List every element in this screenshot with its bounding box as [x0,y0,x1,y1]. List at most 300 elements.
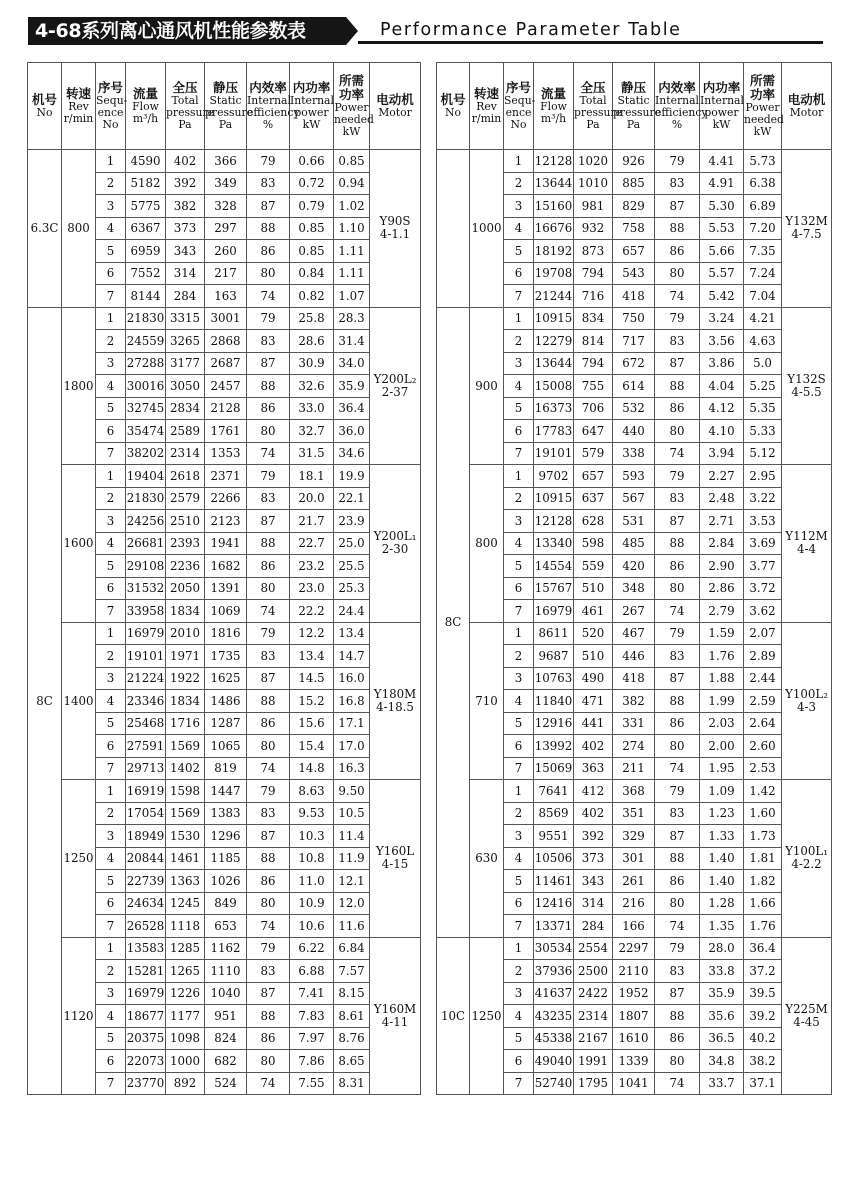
column-header [782,63,832,150]
data-cell: 15281 [126,960,166,983]
data-cell: 7 [96,442,126,465]
data-cell: 1.60 [744,802,782,825]
column-header-cn: 内功率 [702,80,741,95]
motor-line: Y132M [785,214,828,229]
column-header [613,63,662,150]
data-cell: 593 [613,465,655,488]
data-cell: 30.9 [290,352,334,375]
data-cell: 2457 [205,375,247,398]
rev-cell: 1120 [62,937,96,1095]
column-header-en: No [102,118,119,131]
data-cell: 794 [574,352,613,375]
motor-line: 4-1.1 [379,227,411,242]
performance-table-left [27,62,421,1095]
data-cell: 80 [655,892,700,915]
column-header-en: pressure [205,106,254,119]
data-cell: 38202 [126,442,166,465]
data-cell: 1226 [166,982,205,1005]
data-cell: 4 [96,1005,126,1028]
data-cell: 297 [205,217,247,240]
data-cell: 25.3 [334,577,370,600]
data-cell: 3.69 [744,532,782,555]
data-cell: 2.44 [744,667,782,690]
data-cell: 83 [247,487,290,510]
data-cell: 33.7 [700,1072,744,1095]
data-cell: 87 [247,825,290,848]
data-cell: 2.07 [744,622,782,645]
data-cell: 74 [247,1072,290,1095]
data-cell: 1 [504,780,534,803]
data-cell: 1.11 [334,240,370,263]
data-cell: 1569 [166,735,205,758]
column-header [370,63,421,150]
data-cell: 706 [574,397,613,420]
data-cell: 22739 [126,870,166,893]
data-cell: 261 [613,870,655,893]
data-cell: 23770 [126,1072,166,1095]
data-cell: 1.02 [334,195,370,218]
data-cell: 12279 [534,330,574,353]
data-cell: 87 [655,352,700,375]
data-cell: 87 [247,195,290,218]
data-cell: 13992 [534,735,574,758]
data-cell: 23.0 [290,577,334,600]
data-cell: 338 [613,442,655,465]
data-cell: 579 [574,442,613,465]
data-cell: 6.38 [744,172,782,195]
data-cell: 2 [96,330,126,353]
data-cell: 87 [247,982,290,1005]
data-cell: 8611 [534,622,574,645]
data-cell: 7.55 [290,1072,334,1095]
data-cell: 5.66 [700,240,744,263]
data-cell: 39.5 [744,982,782,1005]
column-header-en: ence [97,106,124,119]
data-cell: 3 [96,352,126,375]
data-cell: 31532 [126,577,166,600]
column-header-cn: 电动机 [376,92,414,107]
data-cell: 7 [504,757,534,780]
data-cell: 28.3 [334,307,370,330]
data-cell: 1461 [166,847,205,870]
data-cell: 20.0 [290,487,334,510]
data-cell: 88 [655,847,700,870]
data-cell: 1447 [205,780,247,803]
table-row [28,465,421,488]
data-cell: 19101 [126,645,166,668]
data-cell: 274 [613,735,655,758]
data-cell: 216 [613,892,655,915]
data-cell: 37.2 [744,960,782,983]
data-cell: 3 [504,510,534,533]
column-header-en: Static [209,94,242,107]
data-cell: 2510 [166,510,205,533]
data-cell: 7.97 [290,1027,334,1050]
motor-line: Y160M [373,1001,417,1016]
data-cell: 1682 [205,555,247,578]
data-cell: 1.09 [700,780,744,803]
data-cell: 2123 [205,510,247,533]
data-cell: 7 [504,915,534,938]
data-cell: 7.24 [744,262,782,285]
data-cell: 284 [166,285,205,308]
data-cell: 1 [96,150,126,173]
data-cell: 932 [574,217,613,240]
data-cell: 5 [96,397,126,420]
data-cell: 43235 [534,1005,574,1028]
data-cell: 2.95 [744,465,782,488]
data-cell: 86 [247,240,290,263]
data-cell: 211 [613,757,655,780]
data-cell: 10915 [534,307,574,330]
data-cell: 25.5 [334,555,370,578]
column-header-en: Internal [700,94,744,107]
data-cell: 88 [655,690,700,713]
data-cell: 814 [574,330,613,353]
motor-line: 4-15 [381,857,409,872]
data-cell: 758 [613,217,655,240]
data-cell: 2618 [166,465,205,488]
data-cell: 2500 [574,960,613,983]
data-cell: 8.31 [334,1072,370,1095]
column-header-en: No [36,106,53,119]
column-header-en: pressure [613,106,662,119]
data-cell: 5 [96,1027,126,1050]
data-cell: 4 [504,217,534,240]
motor-cell [370,465,421,623]
data-cell: 13371 [534,915,574,938]
data-cell: 83 [247,960,290,983]
data-cell: 351 [613,802,655,825]
data-cell: 3265 [166,330,205,353]
data-cell: 88 [655,1005,700,1028]
data-cell: 1339 [613,1050,655,1073]
motor-cell [370,937,421,1095]
data-cell: 6.22 [290,937,334,960]
data-cell: 1.11 [334,262,370,285]
data-cell: 5 [96,870,126,893]
column-header-en: Internal [290,94,334,107]
data-cell: 1.88 [700,667,744,690]
column-header-en: needed [744,113,784,126]
column-header-cn: 电动机 [787,92,826,107]
data-cell: 88 [247,690,290,713]
data-cell: 3050 [166,375,205,398]
data-cell: 3 [96,195,126,218]
data-cell: 80 [247,1050,290,1073]
column-header-en: Pa [626,118,641,131]
data-cell: 19404 [126,465,166,488]
data-cell: 74 [247,285,290,308]
column-header [28,63,62,150]
page-title: 4-68系列离心通风机性能参数表 [35,20,306,42]
motor-line: Y225M [785,1001,828,1016]
data-cell: 717 [613,330,655,353]
data-cell: 86 [655,870,700,893]
data-cell: 1610 [613,1027,655,1050]
motor-line: Y160L [375,844,415,859]
data-cell: 74 [655,1072,700,1095]
data-cell: 8.63 [290,780,334,803]
data-cell: 4 [504,1005,534,1028]
column-header [744,63,782,150]
column-header-cn: 内功率 [292,80,331,95]
data-cell: 2 [96,802,126,825]
data-cell: 5.57 [700,262,744,285]
data-cell: 8.76 [334,1027,370,1050]
data-cell: 672 [613,352,655,375]
data-cell: 79 [247,150,290,173]
data-cell: 7.86 [290,1050,334,1073]
data-cell: 7 [96,600,126,623]
data-cell: 510 [574,577,613,600]
data-cell: 9.50 [334,780,370,803]
data-cell: 1245 [166,892,205,915]
data-cell: 11.9 [334,847,370,870]
data-cell: 41637 [534,982,574,1005]
data-cell: 21830 [126,487,166,510]
motor-line: Y100L₁ [785,844,828,859]
column-header-en: r/min [63,112,94,125]
motor-line: 4-45 [793,1014,820,1029]
motor-cell [370,150,421,308]
data-cell: 2.60 [744,735,782,758]
data-cell: 267 [613,600,655,623]
data-cell: 7 [96,915,126,938]
data-cell: 0.72 [290,172,334,195]
data-cell: 16.8 [334,690,370,713]
motor-line: 4-4 [797,542,816,557]
column-header-cn: 流量 [540,86,566,101]
data-cell: 12.1 [334,870,370,893]
data-cell: 2868 [205,330,247,353]
data-cell: 87 [655,667,700,690]
data-cell: 5.33 [744,420,782,443]
data-cell: 83 [655,960,700,983]
data-cell: 14.5 [290,667,334,690]
data-cell: 20375 [126,1027,166,1050]
data-cell: 88 [655,217,700,240]
data-cell: 348 [613,577,655,600]
data-cell: 17783 [534,420,574,443]
data-cell: 5.0 [744,352,782,375]
data-cell: 3.24 [700,307,744,330]
data-cell: 7.35 [744,240,782,263]
data-cell: 490 [574,667,613,690]
column-header-en: Sequ- [96,94,128,107]
data-cell: 3 [504,352,534,375]
data-cell: 885 [613,172,655,195]
data-cell: 7 [96,1072,126,1095]
data-cell: 74 [247,757,290,780]
table-row [28,307,421,330]
table-row [437,465,832,488]
column-header [470,63,504,150]
data-cell: 33.0 [290,397,334,420]
data-cell: 9687 [534,645,574,668]
data-cell: 166 [613,915,655,938]
data-cell: 33.8 [700,960,744,983]
data-cell: 25.8 [290,307,334,330]
data-cell: 52740 [534,1072,574,1095]
data-cell: 1000 [166,1050,205,1073]
data-cell: 750 [613,307,655,330]
data-cell: 4 [96,690,126,713]
data-cell: 88 [655,532,700,555]
data-cell: 15.4 [290,735,334,758]
data-cell: 331 [613,712,655,735]
data-cell: 1065 [205,735,247,758]
data-cell: 88 [655,375,700,398]
data-cell: 1.82 [744,870,782,893]
data-cell: 86 [247,397,290,420]
table-row [28,622,421,645]
data-cell: 7.83 [290,1005,334,1028]
data-cell: 12128 [534,510,574,533]
column-header-en: kW [753,125,772,138]
data-cell: 402 [166,150,205,173]
data-cell: 373 [574,847,613,870]
column-header-cn: 序号 [97,80,123,95]
page-header [28,17,823,45]
data-cell: 22.7 [290,532,334,555]
table-row [437,780,832,803]
data-cell: 520 [574,622,613,645]
data-cell: 1.10 [334,217,370,240]
data-cell: 35.6 [700,1005,744,1028]
column-header-cn: 转速 [473,86,499,101]
data-cell: 6 [96,1050,126,1073]
data-cell: 74 [655,442,700,465]
column-header-cn: 机号 [440,92,466,107]
column-header [504,63,534,150]
motor-line: 4-7.5 [791,227,822,242]
data-cell: 28.6 [290,330,334,353]
data-cell: 10763 [534,667,574,690]
data-cell: 1010 [574,172,613,195]
motor-line: Y90S [379,214,411,229]
data-cell: 80 [655,577,700,600]
data-cell: 682 [205,1050,247,1073]
data-cell: 6 [504,1050,534,1073]
data-cell: 657 [574,465,613,488]
column-header-en: Rev [476,100,497,113]
data-cell: 349 [205,172,247,195]
data-cell: 2422 [574,982,613,1005]
data-cell: 18949 [126,825,166,848]
data-cell: 31.4 [334,330,370,353]
data-cell: 3 [96,825,126,848]
data-cell: 1971 [166,645,205,668]
data-cell: 2.84 [700,532,744,555]
data-cell: 86 [655,397,700,420]
motor-cell [782,780,832,938]
data-cell: 24559 [126,330,166,353]
motor-line: 2-37 [381,384,409,399]
data-cell: 79 [655,780,700,803]
data-cell: 0.85 [334,150,370,173]
data-cell: 6 [504,262,534,285]
data-cell: 440 [613,420,655,443]
column-header-en: Rev [68,100,89,113]
data-cell: 21.7 [290,510,334,533]
data-cell: 88 [247,1005,290,1028]
data-cell: 19708 [534,262,574,285]
data-cell: 36.4 [744,937,782,960]
data-cell: 34.8 [700,1050,744,1073]
data-cell: 4.21 [744,307,782,330]
column-header [247,63,300,150]
data-cell: 49040 [534,1050,574,1073]
column-header-cn: 内效率 [249,80,287,95]
data-cell: 260 [205,240,247,263]
data-cell: 1110 [205,960,247,983]
data-cell: 5.53 [700,217,744,240]
data-cell: 1569 [166,802,205,825]
data-cell: 2.90 [700,555,744,578]
column-header-en: Total [171,94,199,107]
data-cell: 598 [574,532,613,555]
data-cell: 80 [655,262,700,285]
data-cell: 11.6 [334,915,370,938]
column-header-cn: 序号 [505,80,531,95]
column-header-en: Flow [540,100,567,113]
data-cell: 2050 [166,577,205,600]
data-cell: 1026 [205,870,247,893]
data-cell: 1834 [166,600,205,623]
data-cell: 343 [166,240,205,263]
column-header-en: ence [505,106,532,119]
data-cell: 471 [574,690,613,713]
column-header-en: Flow [132,100,159,113]
data-cell: 4.12 [700,397,744,420]
data-cell: 2.59 [744,690,782,713]
data-cell: 1922 [166,667,205,690]
data-cell: 5.42 [700,285,744,308]
data-cell: 1185 [205,847,247,870]
data-cell: 32.6 [290,375,334,398]
data-cell: 86 [655,712,700,735]
column-header-en: power [704,106,739,119]
data-cell: 1.76 [744,915,782,938]
data-cell: 284 [574,915,613,938]
data-cell: 45338 [534,1027,574,1050]
data-cell: 23.2 [290,555,334,578]
rev-cell: 1250 [62,780,96,938]
column-header-cn: 静压 [212,80,238,95]
column-header-en: m³/h [132,112,159,125]
data-cell: 26681 [126,532,166,555]
data-cell: 79 [247,622,290,645]
data-cell: 418 [613,667,655,690]
data-cell: 74 [247,600,290,623]
data-cell: 3.72 [744,577,782,600]
data-cell: 3.77 [744,555,782,578]
motor-line: 4-5.5 [791,384,822,399]
data-cell: 2 [96,960,126,983]
column-header-en: Total [579,94,607,107]
data-cell: 4.10 [700,420,744,443]
data-cell: 7 [96,285,126,308]
data-cell: 32745 [126,397,166,420]
page-title-en: Performance Parameter Table [380,20,682,40]
data-cell: 2 [96,645,126,668]
rev-cell: 1400 [62,622,96,780]
data-cell: 83 [247,645,290,668]
data-cell: 532 [613,397,655,420]
data-cell: 2554 [574,937,613,960]
data-cell: 15069 [534,757,574,780]
